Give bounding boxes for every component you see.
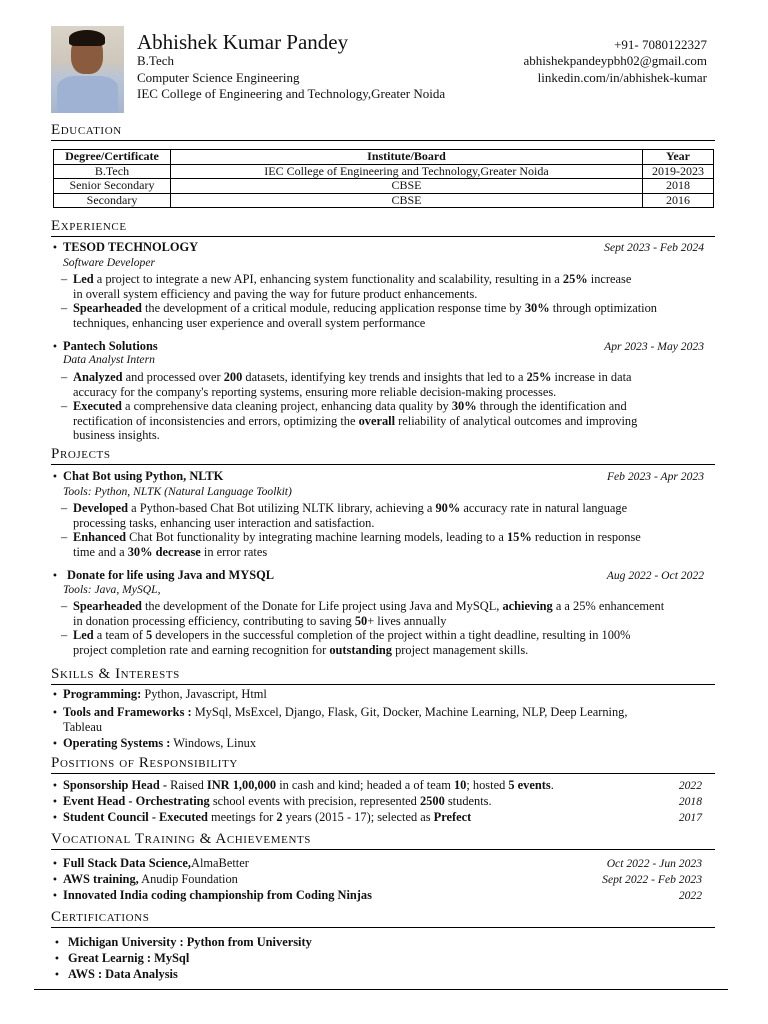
section-vocational: Vocational Training & Achievements bbox=[51, 831, 715, 850]
bullet-icon: • bbox=[52, 875, 58, 886]
bullet-icon: • bbox=[52, 739, 58, 750]
col-year: Year bbox=[643, 150, 714, 165]
project-title: Chat Bot using Python, NLTK bbox=[63, 469, 224, 483]
job-role: Software Developer bbox=[63, 256, 155, 269]
date-range: Aug 2022 - Oct 2022 bbox=[606, 569, 704, 582]
date-range: Sept 2023 - Feb 2024 bbox=[604, 241, 704, 254]
project-title: Donate for life using Java and MYSQL bbox=[67, 568, 274, 582]
company-name: TESOD TECHNOLOGY bbox=[63, 240, 199, 254]
position-year: 2017 bbox=[678, 811, 702, 824]
table-cell: 2019-2023 bbox=[643, 164, 714, 179]
position-year: 2022 bbox=[678, 779, 702, 792]
table-cell: 2016 bbox=[643, 193, 714, 208]
table-cell: 2018 bbox=[643, 179, 714, 194]
project-point: Spearheaded the development of the Donate for Life project using Java and MySQL, achieving a a 25% enhancement in donation processing efficiency, contributing to saving 50+ lives annually bbox=[73, 599, 665, 628]
date-range: Apr 2023 - May 2023 bbox=[604, 340, 704, 353]
job-role: Data Analyst Intern bbox=[63, 353, 155, 366]
bullet-icon: • bbox=[52, 708, 58, 719]
bullet-icon: • bbox=[54, 970, 60, 981]
position-item: Student Council - Executed meetings for 2 years (2015 - 17); selected as Prefect bbox=[63, 810, 472, 824]
experience-point: Led a project to integrate a new API, enhancing system functionality and scalability, resulting in a 25% increase in overall system efficiency and paving the way for future product enhancements. bbox=[73, 272, 632, 301]
phone: +91- 7080122327 bbox=[614, 37, 707, 52]
bullet-icon: • bbox=[52, 571, 58, 582]
col-degree: Degree/Certificate bbox=[54, 150, 171, 165]
bullet-icon: • bbox=[52, 243, 58, 254]
dash-marker: – bbox=[61, 501, 68, 515]
email-link[interactable]: abhishekpandeypbh02@gmail.com bbox=[523, 53, 707, 68]
project-point: Developed a Python-based Chat Bot utilizing NLTK library, achieving a 90% accuracy rate in natural language processing tasks, enhancing user interaction and satisfaction. bbox=[73, 501, 628, 530]
certification-item: AWS : Data Analysis bbox=[68, 967, 178, 981]
experience-point: Spearheaded the development of a critical module, reducing application response time by 30% through optimization techniques, enhancing user experience and overall system performance bbox=[73, 301, 657, 330]
vocational-date: 2022 bbox=[678, 889, 702, 902]
bullet-icon: • bbox=[54, 954, 60, 965]
position-item: Sponsorship Head - Raised INR 1,00,000 in cash and kind; headed a of team 10; hosted 5 events. bbox=[63, 778, 554, 792]
table-cell: CBSE bbox=[171, 179, 643, 194]
table-header-row bbox=[54, 150, 714, 165]
skill-tools: Tools and Frameworks : MySql, MsExcel, Django, Flask, Git, Docker, Machine Learning, NLP, Deep Learning, Tableau bbox=[63, 705, 628, 734]
bullet-icon: • bbox=[52, 472, 58, 483]
project-point: Enhanced Chat Bot functionality by integrating machine learning models, leading to a 15% reduction in response time and a 30% decrease in error rates bbox=[73, 530, 641, 559]
skill-programming: Programming: Python, Javascript, Html bbox=[63, 687, 267, 701]
section-experience: Experience bbox=[51, 218, 715, 237]
dash-marker: – bbox=[61, 399, 68, 413]
section-projects: Projects bbox=[51, 446, 715, 465]
date-range: Feb 2023 - Apr 2023 bbox=[606, 470, 704, 483]
table-row bbox=[54, 193, 714, 208]
vocational-date: Oct 2022 - Jun 2023 bbox=[606, 857, 702, 870]
experience-point: Analyzed and processed over 200 datasets, identifying key trends and insights that led to a 25% increase in data accuracy for the company's reporting systems, ensuring more reliable decision-making processes. bbox=[73, 370, 632, 399]
education-table bbox=[53, 149, 714, 208]
dash-marker: – bbox=[61, 628, 68, 642]
section-certifications: Certifications bbox=[51, 909, 715, 928]
dash-marker: – bbox=[61, 272, 68, 286]
table-row bbox=[54, 164, 714, 179]
table-row bbox=[54, 179, 714, 194]
project-tools: Tools: Python, NLTK (Natural Language Toolkit) bbox=[63, 485, 292, 498]
company-name: Pantech Solutions bbox=[63, 339, 158, 353]
bullet-icon: • bbox=[52, 891, 58, 902]
project-tools: Tools: Java, MySQL, bbox=[63, 583, 161, 596]
bottom-divider bbox=[34, 989, 728, 990]
bullet-icon: • bbox=[52, 813, 58, 824]
project-point: Led a team of 5 developers in the successful completion of the project within a tight deadline, resulting in 100% project completion rate and earning recognition for outstanding project management skills. bbox=[73, 628, 631, 657]
section-positions: Positions of Responsibility bbox=[51, 755, 715, 774]
bullet-icon: • bbox=[52, 781, 58, 792]
section-skills: Skills & Interests bbox=[51, 666, 715, 685]
linkedin-link[interactable]: linkedin.com/in/abhishek-kumar bbox=[537, 70, 707, 85]
branch: Computer Science Engineering bbox=[137, 70, 300, 85]
dash-marker: – bbox=[61, 530, 68, 544]
dash-marker: – bbox=[61, 301, 68, 315]
certification-item: Michigan University : Python from University bbox=[68, 935, 312, 949]
table-cell: IEC College of Engineering and Technology,Greater Noida bbox=[171, 164, 643, 179]
certification-item: Great Learnig : MySql bbox=[68, 951, 190, 965]
vocational-item: Innovated India coding championship from Coding Ninjas bbox=[63, 888, 372, 902]
vocational-item: Full Stack Data Science,AlmaBetter bbox=[63, 856, 249, 870]
vocational-date: Sept 2022 - Feb 2023 bbox=[602, 873, 702, 886]
college: IEC College of Engineering and Technology,Greater Noida bbox=[137, 86, 446, 101]
vocational-item: AWS training, Anudip Foundation bbox=[63, 872, 238, 886]
table-cell: Senior Secondary bbox=[54, 179, 171, 194]
bullet-icon: • bbox=[54, 938, 60, 949]
col-institute: Institute/Board bbox=[171, 150, 643, 165]
table-cell: Secondary bbox=[54, 193, 171, 208]
candidate-name: Abhishek Kumar Pandey bbox=[137, 30, 349, 54]
section-education: Education bbox=[51, 122, 715, 141]
position-year: 2018 bbox=[678, 795, 702, 808]
bullet-icon: • bbox=[52, 797, 58, 808]
degree: B.Tech bbox=[137, 53, 174, 68]
table-cell: B.Tech bbox=[54, 164, 171, 179]
profile-photo bbox=[51, 26, 124, 113]
skill-os: Operating Systems : Windows, Linux bbox=[63, 736, 257, 750]
bullet-icon: • bbox=[52, 342, 58, 353]
bullet-icon: • bbox=[52, 859, 58, 870]
dash-marker: – bbox=[61, 370, 68, 384]
dash-marker: – bbox=[61, 599, 68, 613]
bullet-icon: • bbox=[52, 690, 58, 701]
table-cell: CBSE bbox=[171, 193, 643, 208]
experience-point: Executed a comprehensive data cleaning project, enhancing data quality by 30% through the identification and rectification of inconsistencies and errors, optimizing the overall reliability of analytical outcomes and improving business insights. bbox=[73, 399, 638, 443]
position-item: Event Head - Orchestrating school events with precision, represented 2500 students. bbox=[63, 794, 492, 808]
